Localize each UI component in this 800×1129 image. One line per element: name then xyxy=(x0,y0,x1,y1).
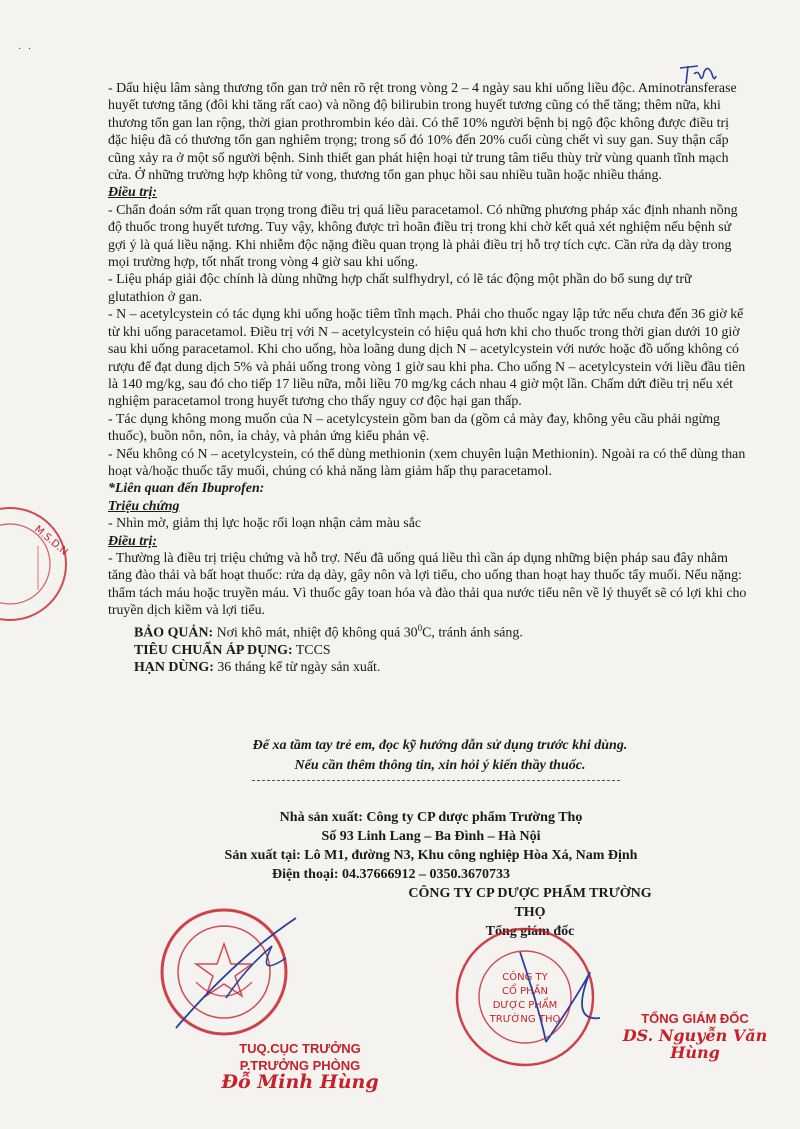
storage-line xyxy=(108,620,748,642)
manufacturer-line: Điện thoại: 04.37666912 – 0350.3670733 xyxy=(272,867,510,882)
usage-note: Để xa tầm tay trẻ em, đọc kỹ hướng dẫn sử dụng trước khi dùng. xyxy=(252,738,628,753)
manufacturer-line: Số 93 Linh Lang – Ba Đình – Hà Nội xyxy=(321,829,541,844)
expiry-label: HẠN DÙNG: xyxy=(134,660,214,676)
document-body xyxy=(108,80,748,676)
ibuprofen-treatment-text: - Thường là điều trị triệu chứng và hỗ trợ. Nếu đã uống quá liều thì cần áp dụng những biện pháp sau đây nhằm tăng đào thải và bất hoạt thuốc: rửa dạ dày, gây nôn và lợi tiểu, cho uống than hoạt hay thuốc tẩy muối. Nếu nặng: thẩm tách máu hoặc truyền máu. Vì thuốc gây toan hóa và đào thải qua nước tiểu nên về lý thuyết sẽ có lợi khi cho truyền dịch kiềm và lợi tiểu. xyxy=(108,550,747,619)
expiry-line xyxy=(108,659,748,676)
left-signature-line2: P.TRƯỞNG PHÒNG xyxy=(239,1058,361,1073)
treatment-paragraph: - Liệu pháp giải độc chính là dùng những hợp chất sulfhydryl, có lẽ tác động một phần do bổ sung dự trữ glutathion ở gan. xyxy=(108,272,692,305)
left-signature-name: Đỗ Minh Hùng xyxy=(221,1071,379,1093)
usage-note: Nếu cần thêm thông tin, xin hỏi ý kiến thầy thuốc. xyxy=(294,758,586,773)
treatment-paragraph: - N – acetylcystein có tác dụng khi uống hoặc tiêm tĩnh mạch. Phải cho thuốc ngay lập tức nếu chưa đến 36 giờ kể từ khi uống paracetamol. Điều trị với N – acetylcystein có hiệu quả hơn khi cho thuốc trong thời gian dưới 10 giờ sau khi uống paracetamol. Khi cho uống, hòa loãng dung dịch N – acetylcystein với nước hoặc đồ uống không có rượu để đạt dung dịch 5% và phải uống trong vòng 1 giờ sau khi pha. Cho uống N – acetylcystein với liều đầu tiên là 140 mg/kg, sau đó cho tiếp 17 liều nữa, mỗi liều 70 mg/kg cách nhau 4 giờ một lần. Chấm dứt điều trị nếu xét nghiệm paracetamol trong huyết tương cho thấy nguy cơ độc hại gan thấp. xyxy=(108,307,746,410)
symptoms-text: - Nhìn mờ, giảm thị lực hoặc rối loạn nhận cảm màu sắc xyxy=(108,516,422,532)
storage-value: Nơi khô mát, nhiệt độ không quá 30 xyxy=(213,625,418,641)
right-signature-title: TỔNG GIÁM ĐỐC xyxy=(641,1011,749,1026)
stamp-center-line: CỔ PHẦN xyxy=(502,986,548,997)
manufacturer-line: Nhà sản xuất: Công ty CP dược phẩm Trường Thọ xyxy=(279,810,583,825)
margin-stamp-text: M.S.D.N xyxy=(32,523,70,558)
storage-degree: 0 xyxy=(417,622,423,633)
ibuprofen-treatment-heading: Điều trị: xyxy=(108,533,158,549)
company-title: Tổng giám đốc xyxy=(485,924,575,939)
company-name: CÔNG TY CP DƯỢC PHẨM TRƯỜNG THỌ xyxy=(408,886,652,920)
notes-divider xyxy=(252,780,620,781)
manufacturer-info xyxy=(196,808,666,884)
treatment-heading: Điều trị: xyxy=(108,185,158,201)
standard-value: TCCS xyxy=(292,642,331,658)
treatment-paragraph: - Tác dụng không mong muốn của N – acetylcystein gồm ban da (gồm cả mày đay, không yêu cầu phải ngừng thuốc), buồn nôn, nôn, ỉa chảy, và phản ứng kiểu phản vệ. xyxy=(108,411,721,445)
storage-label: BẢO QUẢN: xyxy=(134,625,214,641)
treatment-paragraph: - Chẩn đoán sớm rất quan trọng trong điều trị quá liều paracetamol. Có những phương pháp xác định nhanh nồng độ thuốc trong huyết tương. Tuy vậy, không được trì hoãn điều trị trong khi chờ kết quả xét nghiệm nếu bệnh sử gợi ý là quá liều nặng. Khi nhiễm độc nặng điều quan trọng là phải điều trị hỗ trợ tích cực. Cần rửa dạ dày trong mọi trường hợp, tốt nhất trong vòng 4 giờ sau khi uống. xyxy=(108,202,738,271)
expiry-value: 36 tháng kể từ ngày sản xuất. xyxy=(213,660,381,676)
intro-paragraph: - Dấu hiệu lâm sàng thương tổn gan trở nên rõ rệt trong vòng 2 – 4 ngày sau khi uống liều độc. Aminotransferase huyết tương tăng (đôi khi tăng rất cao) và nồng độ bilirubin trong huyết tương cũng có thể tăng; thêm nữa, khi thương tổn gan lan rộng, thời gian prothrombin kéo dài. Có thể 10% người bệnh bị ngộ độc không được điều trị đặc hiệu đã có thương tổn gan nghiêm trọng; trong số đó 10% đến 20% cuối cùng chết vì suy gan. Suy thận cấp cũng xảy ra ở một số người bệnh. Sinh thiết gan phát hiện hoại tử trung tâm tiểu thùy trừ vùng quanh tĩnh mạch cửa. Ở những trường hợp không tử vong, thương tổn gan phục hồi sau nhiều tuần hoặc nhiều tháng. xyxy=(108,81,737,184)
standard-line xyxy=(108,642,748,659)
standard-label: TIÊU CHUẨN ÁP DỤNG: xyxy=(134,642,293,658)
margin-stamp xyxy=(0,500,70,630)
company-stamp xyxy=(450,922,600,1072)
stamp-center-line: CÔNG TY xyxy=(502,972,548,983)
left-signature xyxy=(210,1040,390,1091)
treatment-paragraph: - Nếu không có N – acetylcystein, có thể dùng methionin (xem chuyên luận Methionin). Ngoài ra có thể dùng than hoạt và/hoặc thuốc tẩy muối, chúng có khả năng làm giảm hấp thụ paracetamol. xyxy=(108,446,746,479)
symptoms-heading: Triệu chứng xyxy=(108,498,180,514)
right-signature xyxy=(600,1010,790,1061)
scan-corner-marks: · · xyxy=(18,44,34,55)
stamp-center-line: TRƯỜNG THỌ xyxy=(489,1014,561,1025)
right-signature-name: DS. Nguyễn Văn Hùng xyxy=(622,1026,768,1062)
government-seal xyxy=(146,898,306,1048)
left-signature-line1: TUQ.CỤC TRƯỞNG xyxy=(239,1041,361,1056)
ibuprofen-heading: *Liên quan đến Ibuprofen: xyxy=(108,481,265,497)
manufacturer-line: Sản xuất tại: Lô M1, đường N3, Khu công nghiệp Hòa Xá, Nam Định xyxy=(224,848,638,863)
stamp-center-line: DƯỢC PHẨM xyxy=(492,1000,558,1011)
usage-notes xyxy=(180,736,700,776)
storage-unit: C, tránh ánh sáng. xyxy=(422,625,523,641)
